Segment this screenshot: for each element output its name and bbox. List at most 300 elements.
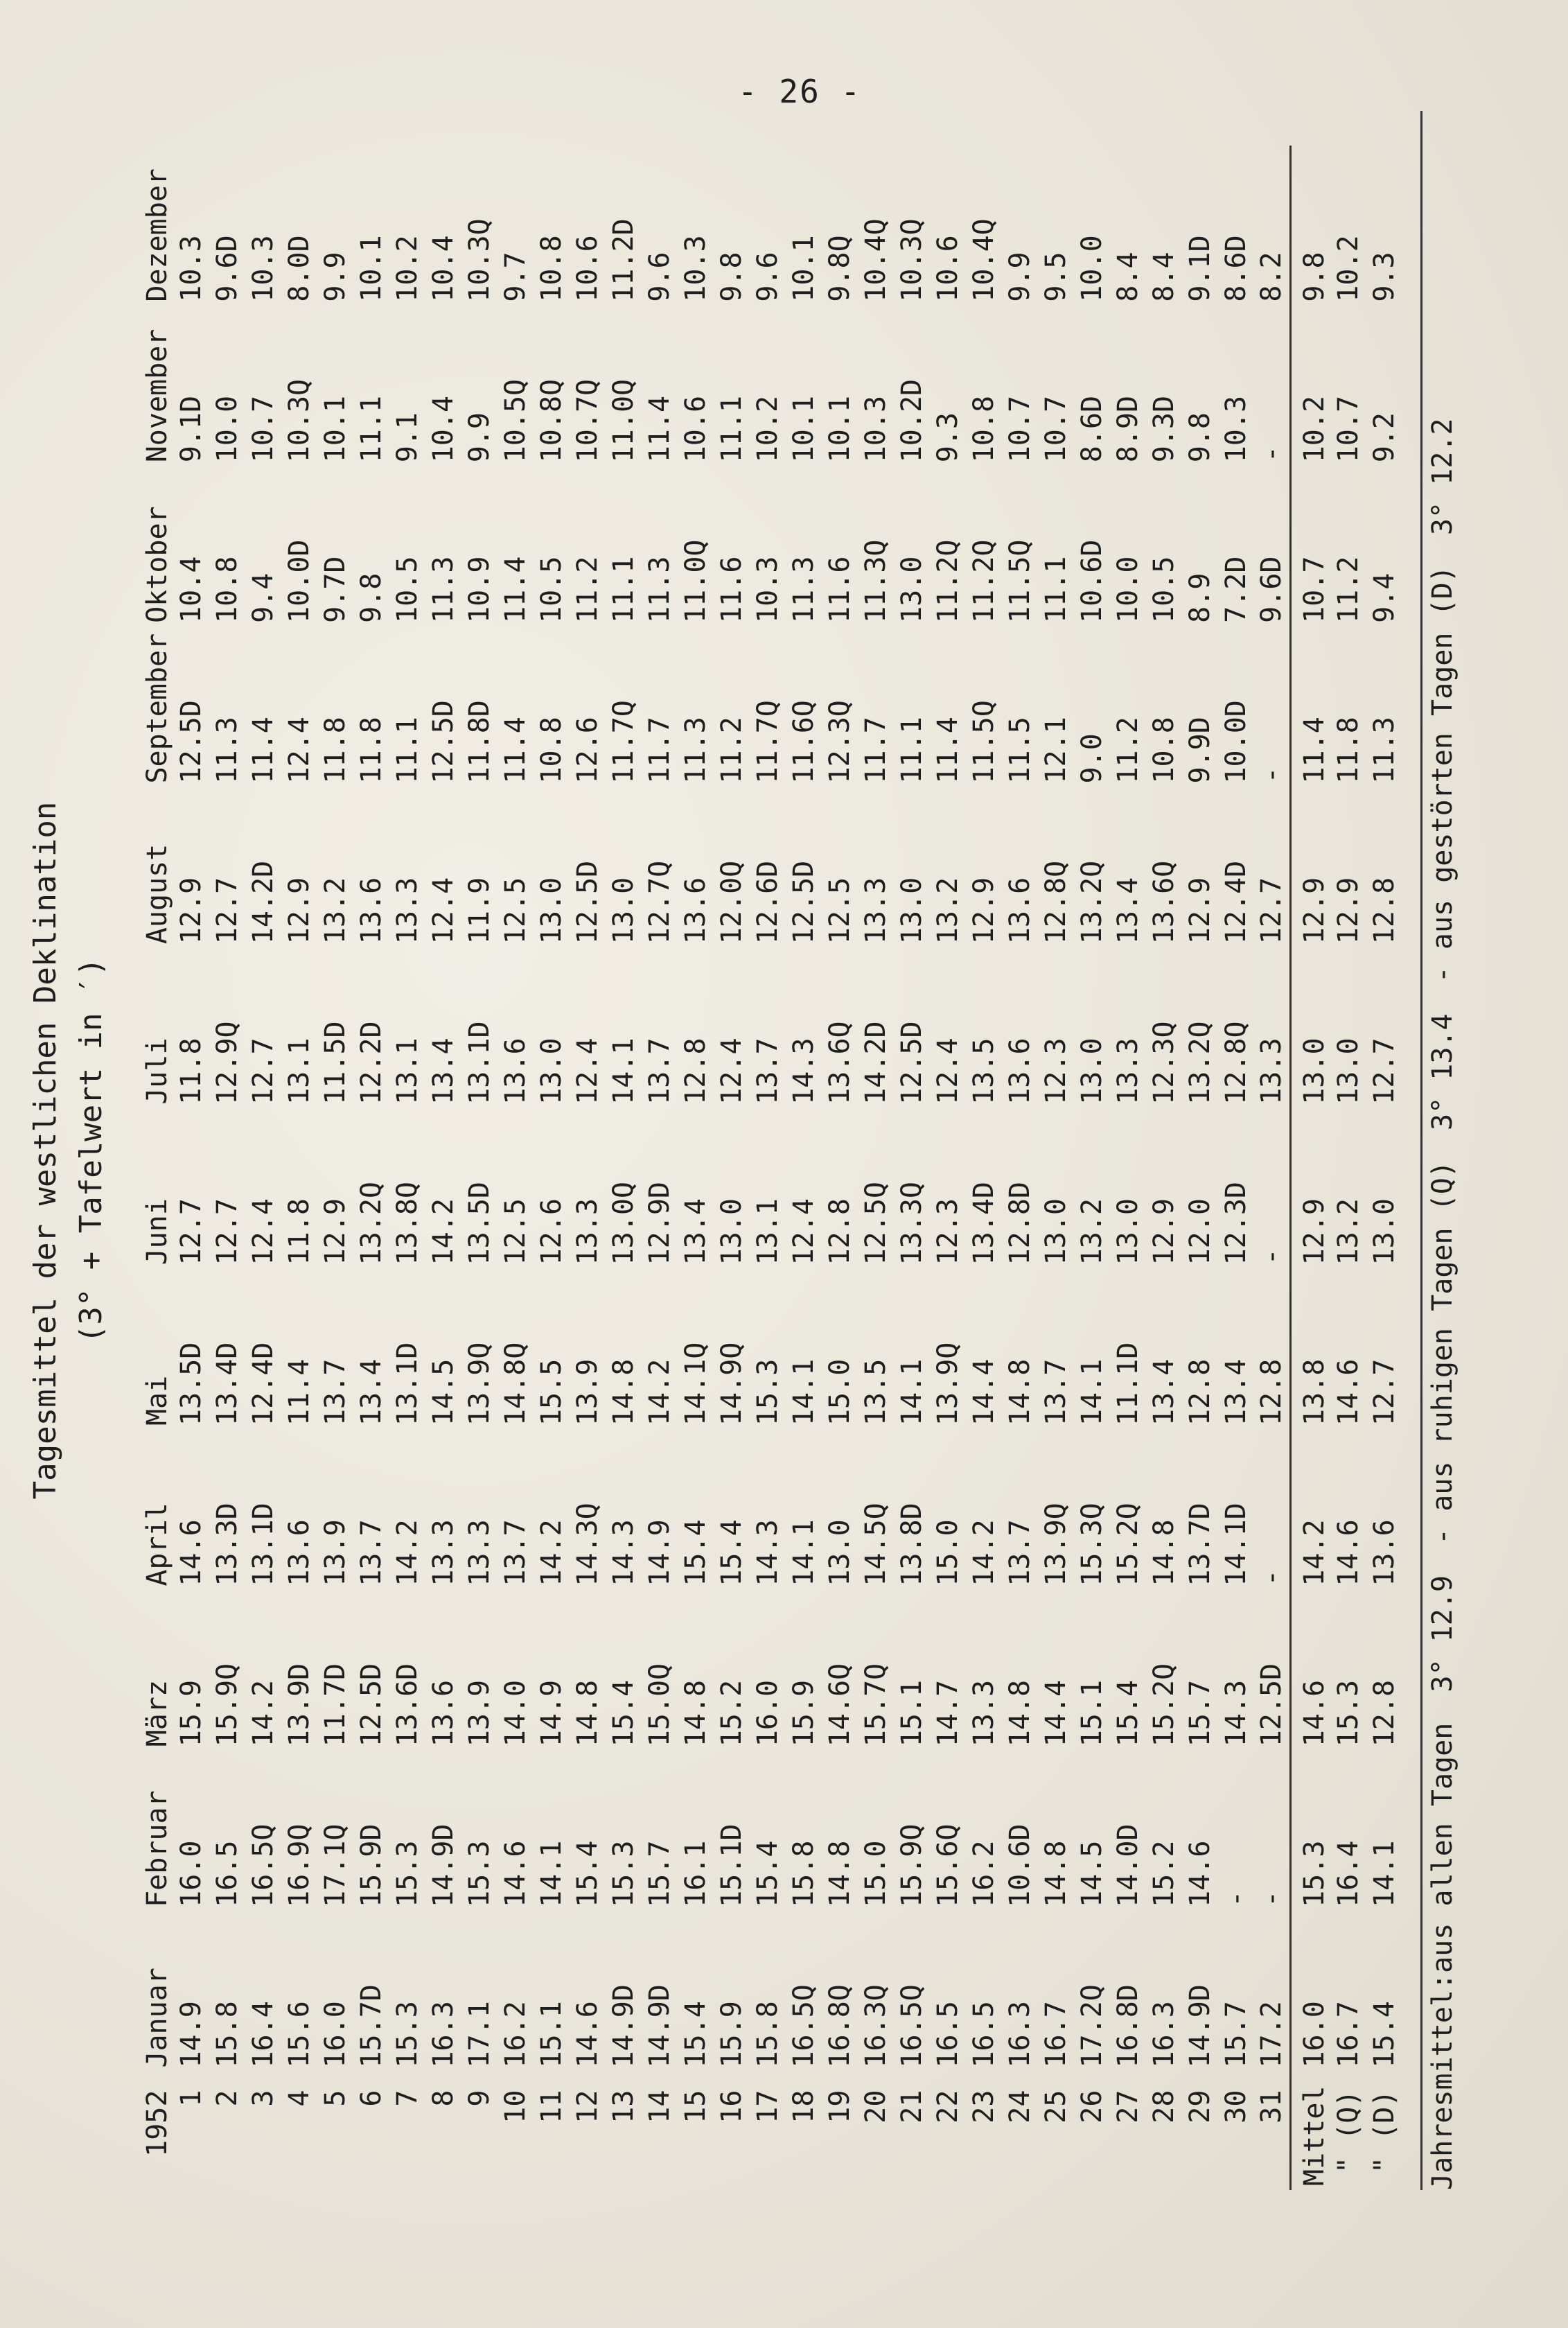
table-cell: 12.6 bbox=[572, 717, 604, 784]
table-cell: 14.2 bbox=[536, 1519, 567, 1586]
table-cell: 12.4D bbox=[247, 1342, 279, 1426]
annual-quiet-label: - aus ruhigen Tagen (Q) bbox=[1427, 1161, 1459, 1545]
table-cell: 13.3 bbox=[1256, 1038, 1288, 1105]
day-number: 30 bbox=[1220, 2090, 1252, 2124]
table-cell: 13.6 bbox=[1368, 1519, 1400, 1586]
table-cell: 15.3 bbox=[1290, 1751, 1330, 1911]
table-cell: 11.6 bbox=[716, 556, 748, 623]
table-cell: 16.3 bbox=[1004, 2001, 1036, 2068]
table-cell: 13.6 bbox=[283, 1519, 315, 1586]
table-cell: 13.8 bbox=[1290, 1269, 1330, 1430]
table-row bbox=[1074, 146, 1110, 2190]
table-cell: 12.5D bbox=[175, 700, 207, 784]
table-cell: 11.7 bbox=[644, 717, 676, 784]
table-subtitle: (3° + Tafelwert in ′) bbox=[73, 957, 109, 1344]
table-cell: 15.7Q bbox=[860, 1663, 892, 1747]
table-cell: 13.6 bbox=[1004, 1038, 1036, 1105]
table-cell: 11.5D bbox=[319, 1021, 351, 1105]
table-cell: 12.5D bbox=[1256, 1663, 1288, 1747]
table-cell: 14.8 bbox=[1040, 1840, 1072, 1907]
table-cell: 9.6D bbox=[1256, 556, 1288, 623]
table-cell: 12.5D bbox=[428, 700, 459, 784]
table-row bbox=[245, 146, 281, 2190]
table-cell: 13.7 bbox=[1040, 1358, 1072, 1426]
table-cell: 14.2 bbox=[644, 1358, 676, 1426]
table-cell: 11.8 bbox=[283, 1198, 315, 1266]
month-header: April bbox=[141, 1503, 173, 1586]
table-row bbox=[678, 146, 714, 2190]
table-cell: 9.3D bbox=[1148, 395, 1180, 463]
table-row bbox=[894, 146, 930, 2190]
table-cell: 15.3 bbox=[1332, 1679, 1364, 1747]
table-cell: 11.1 bbox=[355, 395, 387, 463]
table-cell: 13.9Q bbox=[932, 1342, 964, 1426]
table-cell: 10.0 bbox=[211, 395, 243, 463]
table-cell: 14.1D bbox=[1220, 1503, 1252, 1586]
table-cell: 11.8D bbox=[464, 700, 495, 784]
table-cell: 9.4 bbox=[247, 572, 279, 623]
table-cell: 14.2D bbox=[247, 860, 279, 945]
table-cell: - bbox=[1256, 767, 1288, 784]
table-cell: 9.1D bbox=[175, 395, 207, 463]
table-cell: 12.4 bbox=[283, 717, 315, 784]
table-cell: 9.8 bbox=[355, 572, 387, 623]
table-cell: 10.6 bbox=[680, 395, 712, 463]
table-cell: 13.7 bbox=[644, 1038, 676, 1105]
table-cell: 14.8 bbox=[1004, 1679, 1036, 1747]
table-cell: 9.9 bbox=[464, 412, 495, 463]
table-cell: 13.0Q bbox=[608, 1182, 640, 1266]
table-cell: 11.6Q bbox=[788, 700, 820, 784]
table-cell: 12.5 bbox=[500, 1198, 531, 1266]
day-number: 19 bbox=[824, 2090, 856, 2124]
table-cell: 13.6 bbox=[428, 1679, 459, 1747]
table-cell: 11.0Q bbox=[680, 539, 712, 623]
table-cell: 11.3 bbox=[211, 717, 243, 784]
table-cell: 14.1 bbox=[608, 1038, 640, 1105]
table-cell: 7.2D bbox=[1220, 556, 1252, 623]
table-cell: 11.6 bbox=[824, 556, 856, 623]
table-cell: 11.4 bbox=[644, 395, 676, 463]
table-cell: 10.2 bbox=[391, 235, 423, 302]
table-cell: 12.8 bbox=[680, 1038, 712, 1105]
table-cell: 15.7 bbox=[644, 1840, 676, 1907]
table-row bbox=[1146, 146, 1182, 2190]
table-row bbox=[389, 146, 425, 2190]
table-cell: 13.7 bbox=[355, 1519, 387, 1586]
table-cell: 10.7Q bbox=[572, 378, 604, 463]
table-cell: 12.5D bbox=[572, 860, 604, 945]
table-cell: 15.2Q bbox=[1112, 1503, 1144, 1586]
year-header: 1952 bbox=[141, 2090, 173, 2157]
table-cell: 15.2 bbox=[1148, 1840, 1180, 1907]
table-cell: 8.6D bbox=[1220, 235, 1252, 302]
header-row bbox=[125, 146, 173, 2190]
declination-table bbox=[125, 146, 1402, 2190]
table-cell: 11.3 bbox=[680, 717, 712, 784]
table-cell: 14.2 bbox=[391, 1519, 423, 1586]
table-cell: 15.4 bbox=[1368, 2001, 1400, 2068]
table-cell: 11.2 bbox=[716, 717, 748, 784]
table-cell: 11.3Q bbox=[860, 539, 892, 623]
table-cell: 12.7 bbox=[1368, 1038, 1400, 1105]
table-cell: - bbox=[1256, 1890, 1288, 1907]
table-cell: 17.2 bbox=[1256, 2001, 1288, 2068]
table-row bbox=[642, 146, 678, 2190]
day-number: 31 bbox=[1256, 2090, 1288, 2124]
table-cell: 15.4 bbox=[572, 1840, 604, 1907]
table-cell: 14.8Q bbox=[500, 1342, 531, 1426]
table-cell: 14.1 bbox=[1076, 1358, 1108, 1426]
table-cell: 15.4 bbox=[752, 1840, 784, 1907]
table-cell: 10.1 bbox=[319, 395, 351, 463]
table-cell: 13.0 bbox=[1368, 1198, 1400, 1266]
table-cell: 11.2Q bbox=[932, 539, 964, 623]
table-cell: 14.2 bbox=[1290, 1430, 1330, 1591]
table-cell: 12.7 bbox=[247, 1038, 279, 1105]
day-number: 3 bbox=[247, 2090, 279, 2107]
table-cell: 13.0 bbox=[896, 877, 928, 945]
table-cell: 10.1 bbox=[788, 395, 820, 463]
table-cell: 10.0 bbox=[1076, 235, 1108, 302]
table-cell: 15.9 bbox=[716, 2001, 748, 2068]
table-cell: 13.9Q bbox=[1040, 1503, 1072, 1586]
table-cell: 10.3Q bbox=[464, 218, 495, 302]
table-cell: 10.2D bbox=[896, 378, 928, 463]
table-cell: 15.4 bbox=[680, 2001, 712, 2068]
table-cell: 15.3 bbox=[608, 1840, 640, 1907]
table-cell: 14.5Q bbox=[860, 1503, 892, 1586]
table-cell: 10.0D bbox=[283, 539, 315, 623]
table-cell: 12.3Q bbox=[1148, 1021, 1180, 1105]
table-row bbox=[317, 146, 353, 2190]
table-cell: 11.4 bbox=[247, 717, 279, 784]
table-cell: 10.3 bbox=[1220, 395, 1252, 463]
mean-label: " (Q) bbox=[1332, 2090, 1364, 2173]
table-cell: 10.2 bbox=[1332, 235, 1364, 302]
table-cell: 11.2 bbox=[572, 556, 604, 623]
table-cell: 12.9 bbox=[1290, 1109, 1330, 1270]
table-cell: 10.2 bbox=[1290, 306, 1330, 467]
table-cell: 12.9 bbox=[1332, 877, 1364, 945]
month-header: März bbox=[141, 1679, 173, 1747]
table-cell: 15.0Q bbox=[644, 1663, 676, 1747]
table-cell: 12.9 bbox=[319, 1198, 351, 1266]
day-number: 5 bbox=[319, 2090, 351, 2107]
table-cell: 12.9Q bbox=[211, 1021, 243, 1105]
table-cell: 12.8Q bbox=[1220, 1021, 1252, 1105]
table-cell: 13.9 bbox=[572, 1358, 604, 1426]
table-cell: 12.6 bbox=[536, 1198, 567, 1266]
table-cell: 12.9 bbox=[1184, 877, 1216, 945]
table-cell: 10.6D bbox=[1076, 539, 1108, 623]
table-cell: 12.5D bbox=[896, 1021, 928, 1105]
table-cell: 11.1 bbox=[391, 717, 423, 784]
month-header: Juni bbox=[141, 1198, 173, 1266]
table-cell: 14.9D bbox=[608, 1984, 640, 2068]
table-cell: 16.5Q bbox=[896, 1984, 928, 2068]
day-number: 18 bbox=[788, 2090, 820, 2124]
table-cell: 12.8 bbox=[1184, 1358, 1216, 1426]
table-cell: 10.4 bbox=[428, 395, 459, 463]
table-row bbox=[173, 146, 209, 2190]
table-cell: 10.8 bbox=[211, 556, 243, 623]
table-cell: 11.2Q bbox=[968, 539, 1000, 623]
table-title: Tagesmittel der westlichen Deklination bbox=[28, 801, 63, 1500]
table-cell: 12.5 bbox=[824, 877, 856, 945]
table-cell: 13.3 bbox=[968, 1679, 1000, 1747]
table-cell: 9.1 bbox=[391, 412, 423, 463]
table-cell: 13.0 bbox=[824, 1519, 856, 1586]
table-cell: 14.0D bbox=[1112, 1823, 1144, 1907]
table-row bbox=[786, 146, 822, 2190]
table-cell: 11.4 bbox=[283, 1358, 315, 1426]
table-cell: 16.2 bbox=[968, 1840, 1000, 1907]
table-cell: 13.4D bbox=[968, 1182, 1000, 1266]
table-cell: 13.3Q bbox=[896, 1182, 928, 1266]
table-cell: 13.2Q bbox=[1184, 1021, 1216, 1105]
table-cell: 13.4 bbox=[428, 1038, 459, 1105]
day-number: 7 bbox=[391, 2090, 423, 2107]
table-cell: 13.6 bbox=[500, 1038, 531, 1105]
table-cell: 13.6D bbox=[391, 1663, 423, 1747]
table-cell: 9.6 bbox=[752, 252, 784, 302]
table-cell: 11.4 bbox=[1290, 627, 1330, 788]
table-cell: 13.1D bbox=[464, 1021, 495, 1105]
table-cell: 16.1 bbox=[680, 1840, 712, 1907]
table-cell: 13.2 bbox=[1076, 1198, 1108, 1266]
annual-all-value: 3° 12.9 bbox=[1427, 1575, 1459, 1692]
table-cell: 14.3 bbox=[1220, 1679, 1252, 1747]
table-cell: 13.6Q bbox=[824, 1021, 856, 1105]
table-row bbox=[930, 146, 966, 2190]
table-cell: 11.2 bbox=[1112, 717, 1144, 784]
table-cell: 15.7 bbox=[1220, 2001, 1252, 2068]
table-cell: 13.0 bbox=[1040, 1198, 1072, 1266]
day-number: 16 bbox=[716, 2090, 748, 2124]
month-header: Oktober bbox=[141, 506, 173, 623]
table-row bbox=[858, 146, 894, 2190]
table-cell: 13.5D bbox=[175, 1342, 207, 1426]
month-header: September bbox=[141, 633, 173, 784]
table-cell: 11.3 bbox=[428, 556, 459, 623]
table-cell: 10.8 bbox=[1148, 717, 1180, 784]
mean-row bbox=[1366, 146, 1402, 2190]
table-cell: 9.2 bbox=[1368, 412, 1400, 463]
table-cell: 14.1 bbox=[896, 1358, 928, 1426]
table-cell: 14.1 bbox=[1368, 1840, 1400, 1907]
table-cell: 16.8D bbox=[1112, 1984, 1144, 2068]
table-cell: 15.0 bbox=[932, 1519, 964, 1586]
table-cell: 16.5Q bbox=[788, 1984, 820, 2068]
table-cell: 14.2D bbox=[860, 1021, 892, 1105]
day-number: 1 bbox=[175, 2090, 207, 2107]
table-cell: 16.4 bbox=[1332, 1840, 1364, 1907]
table-cell: 15.6 bbox=[283, 2001, 315, 2068]
table-cell: 9.8 bbox=[1184, 412, 1216, 463]
table-cell: 10.4 bbox=[428, 235, 459, 302]
table-cell: 13.0 bbox=[608, 877, 640, 945]
table-cell: 15.1D bbox=[716, 1823, 748, 1907]
table-cell: 16.5 bbox=[211, 1840, 243, 1907]
table-row bbox=[750, 146, 786, 2190]
table-cell: 16.5 bbox=[932, 2001, 964, 2068]
table-cell: 10.3Q bbox=[283, 378, 315, 463]
table-cell: 14.5 bbox=[428, 1358, 459, 1426]
table-cell: 11.5Q bbox=[1004, 539, 1036, 623]
table-cell: 16.5 bbox=[968, 2001, 1000, 2068]
table-cell: 12.5D bbox=[355, 1663, 387, 1747]
table-cell: 12.4 bbox=[788, 1198, 820, 1266]
mean-row bbox=[1330, 146, 1366, 2190]
table-cell: 14.8 bbox=[1004, 1358, 1036, 1426]
table-cell: 15.9D bbox=[355, 1823, 387, 1907]
table-cell: 15.9 bbox=[788, 1679, 820, 1747]
table-cell: 16.0 bbox=[175, 1840, 207, 1907]
table-cell: 13.4 bbox=[355, 1358, 387, 1426]
day-number: 14 bbox=[644, 2090, 676, 2124]
table-cell: 13.0 bbox=[1076, 1038, 1108, 1105]
table-cell: 8.4 bbox=[1148, 252, 1180, 302]
day-number: 15 bbox=[680, 2090, 712, 2124]
table-cell: 16.4 bbox=[247, 2001, 279, 2068]
table-cell: 11.4 bbox=[932, 717, 964, 784]
table-cell: 10.2 bbox=[752, 395, 784, 463]
table-cell: 11.4 bbox=[500, 717, 531, 784]
table-cell: 12.0Q bbox=[716, 860, 748, 945]
table-cell: 16.9Q bbox=[283, 1823, 315, 1907]
month-header: August bbox=[141, 843, 173, 945]
table-cell: 13.1D bbox=[247, 1503, 279, 1586]
table-cell: 14.1Q bbox=[680, 1342, 712, 1426]
table-cell: 14.6 bbox=[1290, 1591, 1330, 1751]
table-cell: 14.8 bbox=[824, 1840, 856, 1907]
table-cell: 14.9D bbox=[428, 1823, 459, 1907]
table-cell: 13.3 bbox=[572, 1198, 604, 1266]
table-cell: 12.6D bbox=[752, 860, 784, 945]
table-cell: 10.3 bbox=[860, 395, 892, 463]
table-cell: 11.1 bbox=[1040, 556, 1072, 623]
table-cell: 12.4 bbox=[716, 1038, 748, 1105]
table-cell: 10.5 bbox=[1148, 556, 1180, 623]
table-cell: 12.9D bbox=[644, 1182, 676, 1266]
table-cell: 13.6 bbox=[355, 877, 387, 945]
day-number: 13 bbox=[608, 2090, 640, 2124]
table-cell: 15.3 bbox=[464, 1840, 495, 1907]
table-cell: 13.1 bbox=[283, 1038, 315, 1105]
table-cell: 9.5 bbox=[1040, 252, 1072, 302]
day-number: 21 bbox=[896, 2090, 928, 2124]
table-cell: 8.9 bbox=[1184, 572, 1216, 623]
month-header: Dezember bbox=[141, 168, 173, 302]
table-cell: 9.8 bbox=[1290, 146, 1330, 306]
table-cell: 15.4 bbox=[680, 1519, 712, 1586]
table-cell: 15.8 bbox=[788, 1840, 820, 1907]
table-cell: 15.8 bbox=[211, 2001, 243, 2068]
day-number: 8 bbox=[428, 2090, 459, 2107]
table-cell: 16.3 bbox=[428, 2001, 459, 2068]
table-cell: 15.0 bbox=[824, 1358, 856, 1426]
month-header: Februar bbox=[141, 1790, 173, 1907]
table-cell: 13.6 bbox=[1004, 877, 1036, 945]
annual-summary bbox=[1420, 111, 1459, 2190]
table-cell: 13.3 bbox=[428, 1519, 459, 1586]
table-cell: 11.4 bbox=[500, 556, 531, 623]
table-cell: 11.0Q bbox=[608, 378, 640, 463]
mean-label: Mittel bbox=[1290, 2072, 1330, 2190]
table-cell: 15.1 bbox=[1076, 1679, 1108, 1747]
table-cell: 13.7 bbox=[1004, 1519, 1036, 1586]
table-cell: 16.2 bbox=[500, 2001, 531, 2068]
day-number: 29 bbox=[1184, 2090, 1216, 2124]
rotated-table-sheet bbox=[28, 111, 1459, 2190]
day-number: 4 bbox=[283, 2090, 315, 2107]
table-cell: 10.1 bbox=[355, 235, 387, 302]
table-row bbox=[281, 146, 317, 2190]
table-cell: 14.9Q bbox=[716, 1342, 748, 1426]
table-cell: 12.8 bbox=[1256, 1358, 1288, 1426]
table-cell: 13.5 bbox=[860, 1358, 892, 1426]
table-cell: 8.2 bbox=[1256, 252, 1288, 302]
table-cell: 16.3Q bbox=[860, 1984, 892, 2068]
table-cell: - bbox=[1256, 446, 1288, 463]
table-cell: 11.7Q bbox=[608, 700, 640, 784]
table-cell: 14.9 bbox=[175, 2001, 207, 2068]
table-cell: 12.4D bbox=[1220, 860, 1252, 945]
table-cell: 14.4 bbox=[968, 1358, 1000, 1426]
table-cell: 14.4 bbox=[1040, 1679, 1072, 1747]
table-cell: 11.1D bbox=[1112, 1342, 1144, 1426]
table-cell: - bbox=[1256, 1569, 1288, 1586]
table-cell: 13.2 bbox=[319, 877, 351, 945]
table-cell: 13.0 bbox=[1112, 1198, 1144, 1266]
table-cell: 11.3 bbox=[1368, 717, 1400, 784]
table-cell: 15.9Q bbox=[896, 1823, 928, 1907]
table-cell: 14.5 bbox=[1076, 1840, 1108, 1907]
table-cell: 15.6Q bbox=[932, 1823, 964, 1907]
table-cell: 12.9 bbox=[283, 877, 315, 945]
table-cell: 15.9 bbox=[175, 1679, 207, 1747]
table-cell: 12.0 bbox=[1184, 1198, 1216, 1266]
table-cell: 12.7 bbox=[1256, 877, 1288, 945]
annual-disturbed-value: 3° 12.2 bbox=[1427, 418, 1459, 536]
table-cell: 12.3 bbox=[932, 1198, 964, 1266]
table-cell: 13.6Q bbox=[1148, 860, 1180, 945]
table-cell: 13.3 bbox=[1112, 1038, 1144, 1105]
table-cell: 12.8D bbox=[1004, 1182, 1036, 1266]
table-body bbox=[173, 146, 1402, 2190]
table-cell: 12.8 bbox=[1368, 877, 1400, 945]
table-cell: 14.2 bbox=[247, 1679, 279, 1747]
table-cell: 13.6 bbox=[680, 877, 712, 945]
table-cell: 16.8Q bbox=[824, 1984, 856, 2068]
table-cell: 9.9 bbox=[319, 252, 351, 302]
table-cell: 16.0 bbox=[752, 1679, 784, 1747]
table-cell: 12.9 bbox=[968, 877, 1000, 945]
table-cell: 10.6 bbox=[932, 235, 964, 302]
table-row bbox=[461, 146, 497, 2190]
table-cell: 11.7Q bbox=[752, 700, 784, 784]
table-row bbox=[1038, 146, 1074, 2190]
table-cell: 12.4 bbox=[932, 1038, 964, 1105]
table-row bbox=[209, 146, 245, 2190]
table-cell: 13.0 bbox=[1290, 948, 1330, 1109]
table-cell: 16.0 bbox=[319, 2001, 351, 2068]
table-cell: 15.4 bbox=[1112, 1679, 1144, 1747]
annual-disturbed-label: - aus gestörten Tagen (D) bbox=[1427, 566, 1459, 983]
table-cell: 12.2D bbox=[355, 1021, 387, 1105]
table-cell: 9.9D bbox=[1184, 717, 1216, 784]
